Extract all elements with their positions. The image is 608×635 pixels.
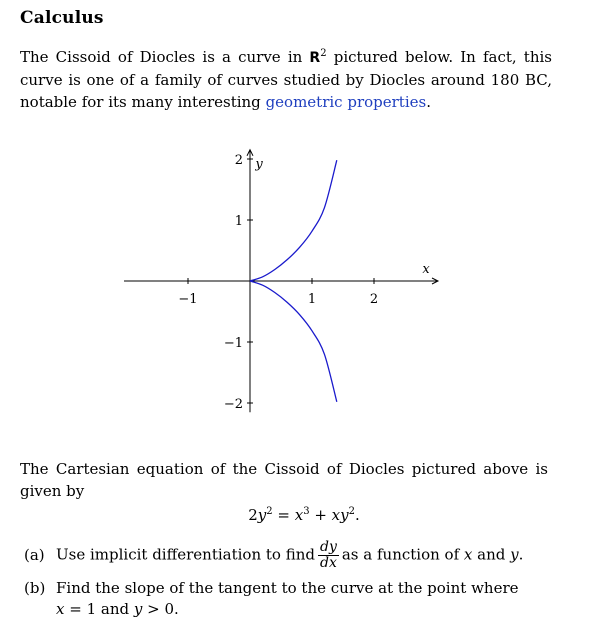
- intro-paragraph: [20, 46, 552, 113]
- question-part-b: [24, 578, 564, 620]
- y-axis-label: y: [255, 156, 263, 172]
- equation-intro-paragraph: The Cartesian equation of the Cissoid of Diocles pictured above is given by: [20, 460, 548, 500]
- part-b-cond-eq: = 1 and: [64, 600, 134, 618]
- x-axis-label: x: [422, 262, 430, 277]
- fraction-denominator: dx: [319, 555, 337, 571]
- part-a-var-x: x: [463, 545, 473, 564]
- part-a-text-1: Use implicit differentiation to find: [56, 545, 315, 564]
- question-part-a: [24, 540, 564, 571]
- eq-t1-var: x: [294, 506, 304, 524]
- x-tick-label: 1: [307, 292, 317, 307]
- eq-lhs-var: y: [257, 506, 267, 524]
- part-b-line-1: Find the slope of the tangent to the curve at the point where: [56, 579, 519, 597]
- part-a-label: (a): [24, 545, 45, 564]
- real-numbers-power: 2: [320, 48, 327, 59]
- part-b-cond-y: y: [133, 600, 143, 618]
- y-tick-label: −1: [223, 336, 243, 351]
- fraction-numerator: dy: [319, 539, 337, 555]
- cissoid-plot: [120, 143, 440, 418]
- geometric-properties-link[interactable]: geometric properties: [265, 93, 427, 111]
- y-tick-label: 1: [234, 214, 243, 229]
- eq-t1-pow: 3: [303, 506, 310, 517]
- part-b-cond-gt: > 0.: [142, 600, 179, 618]
- curve-upper-branch: [250, 160, 337, 281]
- eq-t2-pow: 2: [348, 506, 355, 517]
- eq-t2-var1: x: [331, 506, 341, 524]
- eq-lhs-pow: 2: [266, 506, 273, 517]
- eq-lhs-coef: 2: [248, 506, 258, 524]
- x-tick-label: 2: [369, 292, 379, 307]
- intro-text-1: The Cissoid of Diocles is a curve in: [20, 48, 310, 66]
- part-b-cond-x: x: [56, 600, 65, 618]
- labels-group: [178, 153, 430, 412]
- eq-equals: =: [272, 506, 295, 524]
- section-heading: Calculus: [20, 8, 104, 28]
- curve-lower-branch: [250, 281, 337, 402]
- real-numbers-symbol: R: [309, 50, 321, 66]
- part-a-end: .: [518, 545, 524, 564]
- part-a-var-y: y: [510, 545, 519, 564]
- axes-group: [124, 150, 438, 412]
- y-tick-label: −2: [223, 397, 243, 412]
- part-a-text-2: as a function of: [341, 545, 460, 564]
- y-tick-label: 2: [234, 153, 243, 168]
- x-tick-label: −1: [178, 292, 198, 307]
- eq-plus: +: [309, 506, 332, 524]
- eq-end: .: [355, 506, 360, 524]
- intro-text-2: pictured below. In fact, this curve is one of a family of curves studied by Diocles around 180 BC, notable for its many interesting: [20, 48, 552, 111]
- dy-dx-fraction: [318, 540, 339, 571]
- part-b-label: (b): [24, 579, 46, 597]
- cartesian-equation: [0, 506, 608, 524]
- part-a-and: and: [477, 545, 506, 564]
- eq-t2-var2: y: [340, 506, 349, 524]
- intro-text-3: .: [426, 93, 431, 111]
